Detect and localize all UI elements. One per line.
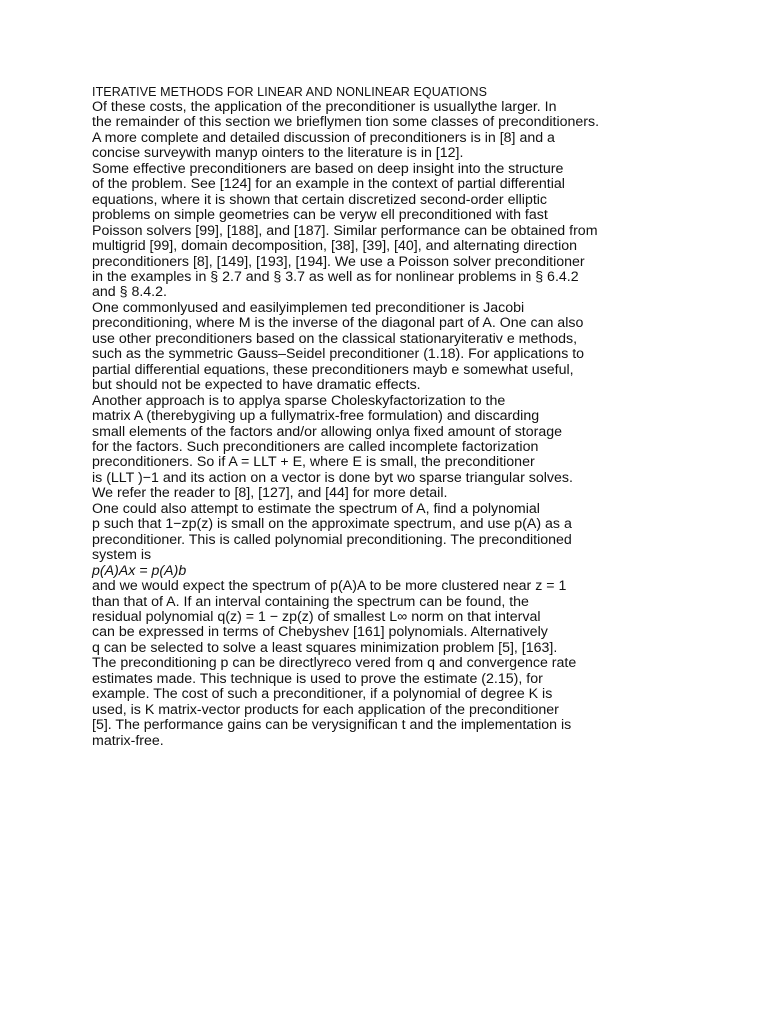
text-line: use other preconditioners based on the classical stationaryiterativ e methods, <box>92 330 578 347</box>
text-line: q can be selected to solve a least squares minimization problem [5], [163]. <box>92 639 558 656</box>
text-line: is (LLT )−1 and its action on a vector is done byt wo sparse triangular solves. <box>92 469 573 486</box>
text-line: Of these costs, the application of the preconditioner is usuallythe larger. In <box>92 99 557 115</box>
text-line: the remainder of this section we brieflymen tion some classes of preconditioners. <box>92 114 600 131</box>
text-line: such as the symmetric Gauss–Seidel preconditioner (1.18). For applications to <box>92 346 585 363</box>
text-line: The preconditioning p can be directlyreco vered from q and convergence rate <box>92 655 577 672</box>
text-line: of the problem. See [124] for an example in the context of partial differential <box>92 176 565 193</box>
text-line: multigrid [99], domain decomposition, [38], [39], [40], and alternating direction <box>92 238 578 255</box>
running-header: ITERATIVE METHODS FOR LINEAR AND NONLINEAR EQUATIONS <box>92 85 488 99</box>
text-line: [5]. The performance gains can be verysignifican t and the implementation is <box>92 717 572 734</box>
text-line: matrix A (therebygiving up a fullymatrix-free formulation) and discarding <box>92 408 540 425</box>
text-line: residual polynomial q(z) = 1 − zp(z) of smallest L∞ norm on that interval <box>92 608 541 625</box>
text-line: preconditioning, where M is the inverse of the diagonal part of A. One can also <box>92 315 584 332</box>
text-line: preconditioners. So if A = LLT + E, where E is small, the preconditioner <box>92 454 535 471</box>
text-line: One could also attempt to estimate the spectrum of A, find a polynomial <box>92 500 540 517</box>
text-line: partial differential equations, these preconditioners mayb e somewhat useful, <box>92 361 574 378</box>
text-line: system is <box>92 547 152 564</box>
text-line: concise surveywith manyp ointers to the literature is in [12]. <box>92 145 464 162</box>
equation-line: p(A)Ax = p(A)b <box>92 562 187 579</box>
text-line: but should not be expected to have dramatic effects. <box>92 377 421 394</box>
text-line: Some effective preconditioners are based on deep insight into the structure <box>92 160 564 177</box>
text-line: and we would expect the spectrum of p(A)A to be more clustered near z = 1 <box>92 578 567 595</box>
text-line: and § 8.4.2. <box>92 284 167 301</box>
text-line: equations, where it is shown that certain discretized second-order elliptic <box>92 191 548 208</box>
text-line: preconditioner. This is called polynomial preconditioning. The preconditioned <box>92 531 572 548</box>
text-line: Another approach is to applya sparse Choleskyfactorization to the <box>92 392 506 409</box>
text-line: than that of A. If an interval containing the spectrum can be found, the <box>92 593 529 610</box>
text-line: A more complete and detailed discussion of preconditioners is in [8] and a <box>92 129 555 146</box>
text-line: We refer the reader to [8], [127], and [44] for more detail. <box>92 485 448 502</box>
text-line: One commonlyused and easilyimplemen ted preconditioner is Jacobi <box>92 299 525 316</box>
text-line: can be expressed in terms of Chebyshev [161] polynomials. Alternatively <box>92 624 548 641</box>
text-line: used, is K matrix-vector products for each application of the preconditioner <box>92 701 559 718</box>
text-line: matrix-free. <box>92 732 164 749</box>
page-body <box>92 84 732 749</box>
text-line: p such that 1−zp(z) is small on the approximate spectrum, and use p(A) as a <box>92 516 572 533</box>
text-line: for the factors. Such preconditioners are called incomplete factorization <box>92 438 539 455</box>
text-line: problems on simple geometries can be veryw ell preconditioned with fast <box>92 207 548 224</box>
text-line: estimates made. This technique is used to prove the estimate (2.15), for <box>92 670 543 687</box>
text-line: example. The cost of such a preconditioner, if a polynomial of degree K is <box>92 686 553 703</box>
text-line: preconditioners [8], [149], [193], [194]. We use a Poisson solver preconditioner <box>92 253 585 270</box>
text-line: small elements of the factors and/or allowing onlya fixed amount of storage <box>92 423 563 440</box>
text-line: in the examples in § 2.7 and § 3.7 as well as for nonlinear problems in § 6.4.2 <box>92 268 579 285</box>
text-line: Poisson solvers [99], [188], and [187]. Similar performance can be obtained from <box>92 222 598 239</box>
body-text <box>92 100 732 749</box>
